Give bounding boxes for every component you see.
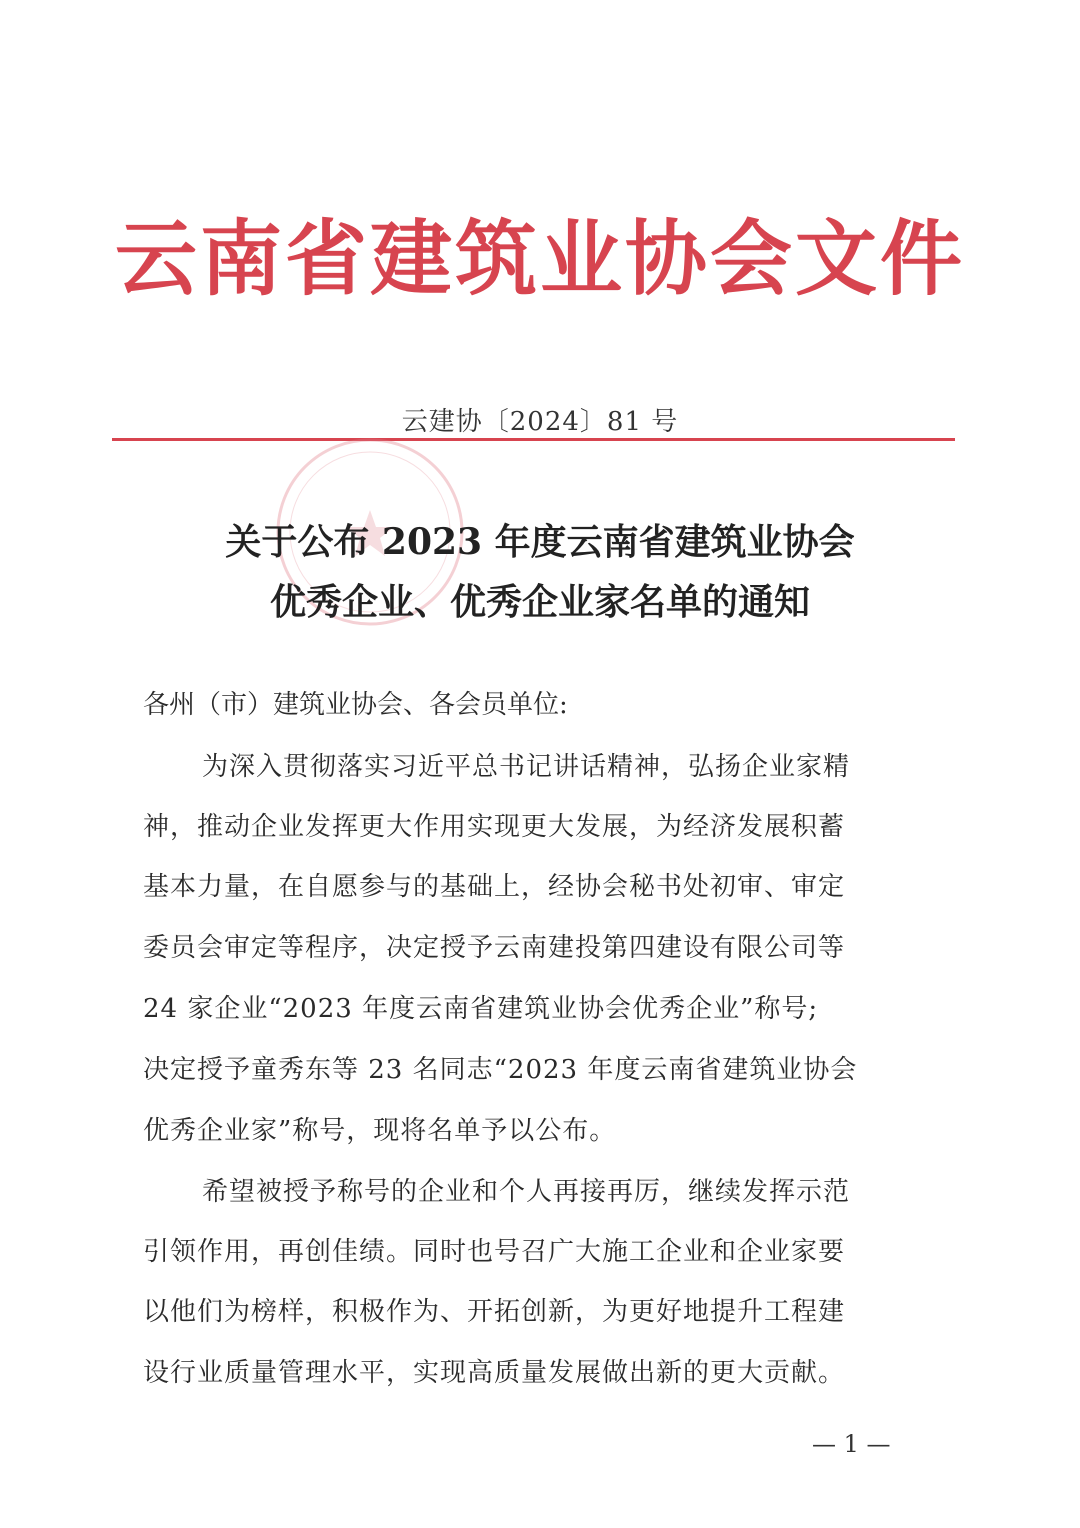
notice-title — [0, 512, 1080, 632]
paragraph-1-line: 优秀企业家”称号，现将名单予以公布。 — [143, 1116, 617, 1146]
document-header-title: 云南省建筑业协会文件 — [114, 212, 965, 307]
document-number: 云建协〔2024〕81 号 — [401, 407, 679, 437]
paragraph-2-line: 引领作用，再创佳绩。同时也号召广大施工企业和企业家要 — [143, 1237, 846, 1267]
paragraph-1-line: 基本力量，在自愿参与的基础上，经协会秘书处初审、审定 — [143, 872, 846, 902]
notice-title-line-1: 关于公布 2023 年度云南省建筑业协会 — [225, 521, 855, 563]
salutation: 各州（市）建筑业协会、各会员单位: — [143, 690, 568, 720]
paragraph-1-line: 神，推动企业发挥更大作用实现更大发展，为经济发展积蓄 — [143, 812, 846, 842]
notice-title-line-2: 优秀企业、优秀企业家名单的通知 — [269, 581, 810, 623]
paragraph-1-line: 为深入贯彻落实习近平总书记讲话精神，弘扬企业家精 — [202, 752, 851, 782]
paragraph-2-line: 希望被授予称号的企业和个人再接再厉，继续发挥示范 — [202, 1177, 851, 1207]
page-number: — 1 — — [812, 1430, 891, 1458]
paragraph-1-line: 委员会审定等程序，决定授予云南建投第四建设有限公司等 — [143, 933, 846, 963]
paragraph-2-line: 以他们为榜样，积极作为、开拓创新，为更好地提升工程建 — [143, 1297, 846, 1327]
red-divider — [112, 438, 955, 441]
paragraph-1-line: 24 家企业“2023 年度云南省建筑业协会优秀企业”称号; — [143, 994, 819, 1024]
paragraph-2-line: 设行业质量管理水平，实现高质量发展做出新的更大贡献。 — [143, 1358, 846, 1388]
paragraph-1-line: 决定授予童秀东等 23 名同志“2023 年度云南省建筑业协会 — [143, 1055, 858, 1085]
